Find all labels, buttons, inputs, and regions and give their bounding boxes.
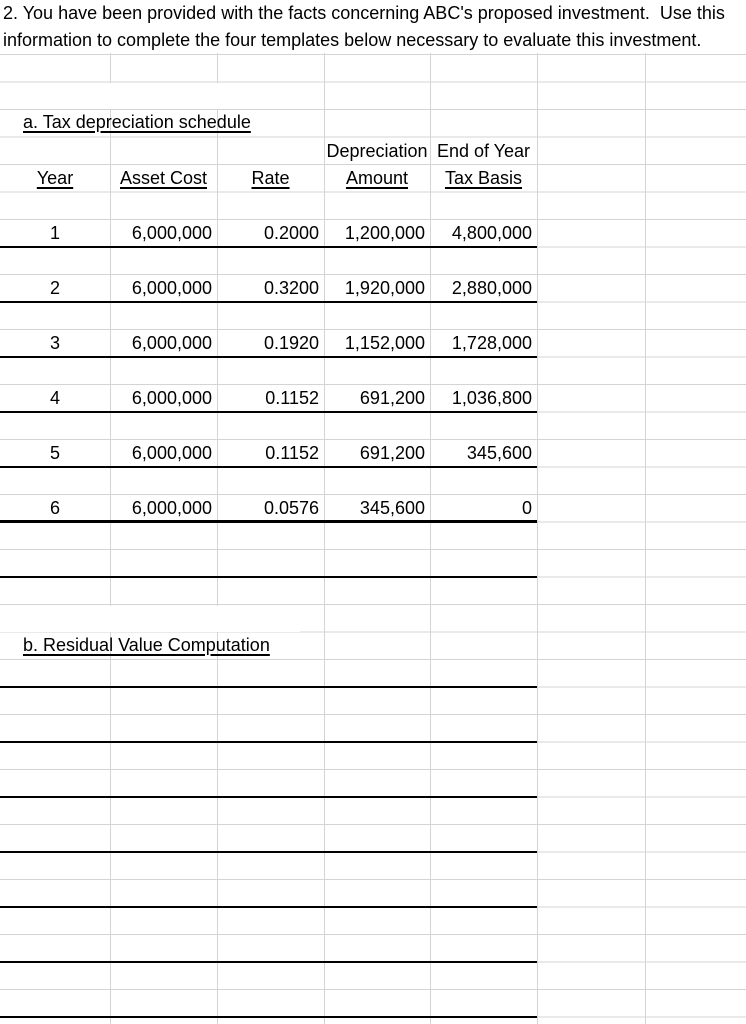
year-6-rate-cell[interactable]: 0.0576 [263,498,319,518]
table-row [0,275,537,303]
year-1-rate-cell[interactable]: 0.2000 [263,223,319,243]
header-amount: Amount [345,168,409,188]
year-5-tax-basis-cell[interactable]: 345,600 [466,443,532,463]
header-asset-cost: Asset Cost [119,168,208,188]
section-b-heading-text: b. Residual Value Computation [23,634,270,655]
year-6-cell[interactable]: 6 [49,498,60,518]
header-year: Year [36,168,74,188]
table-row [0,495,537,523]
year-3-amount-cell[interactable]: 1,152,000 [344,333,425,353]
year-5-asset-cost-cell[interactable]: 6,000,000 [131,443,212,463]
intro-line-1: 2. You have been provided with the facts concerning ABC's proposed investment. Use this [3,3,725,23]
year-1-tax-basis-cell[interactable]: 4,800,000 [451,223,532,243]
fill-in-line [0,1016,537,1018]
row-6-bottom-border [0,520,537,523]
year-6-asset-cost-cell[interactable]: 6,000,000 [131,498,212,518]
row-1-bottom-border [0,246,537,248]
year-3-rate-cell[interactable]: 0.1920 [263,333,319,353]
year-4-asset-cost-cell[interactable]: 6,000,000 [131,388,212,408]
header-end-of-year: End of Year [436,140,531,161]
header-tax-basis: Tax Basis [444,168,523,188]
header-depreciation: Depreciation [326,140,428,161]
year-1-asset-cost-cell[interactable]: 6,000,000 [131,223,212,243]
table-row [0,440,537,468]
year-2-tax-basis-cell[interactable]: 2,880,000 [451,278,532,298]
row-4-bottom-border [0,411,537,413]
year-2-amount-cell[interactable]: 1,920,000 [344,278,425,298]
year-6-amount-cell[interactable]: 345,600 [359,498,425,518]
intro-line-2: information to complete the four templates below necessary to evaluate this investment. [3,29,702,50]
year-6-tax-basis-cell[interactable]: 0 [521,498,532,518]
year-2-asset-cost-cell[interactable]: 6,000,000 [131,278,212,298]
section-a-heading-text: a. Tax depreciation schedule [23,112,251,132]
year-3-asset-cost-cell[interactable]: 6,000,000 [131,333,212,353]
year-4-rate-cell[interactable]: 0.1152 [265,388,319,408]
year-5-rate-cell[interactable]: 0.1152 [265,443,319,463]
fill-in-line [0,961,537,963]
row-2-bottom-border [0,301,537,303]
fill-in-line [0,796,537,798]
year-3-tax-basis-cell[interactable]: 1,728,000 [451,333,532,353]
fill-in-line [0,741,537,743]
year-2-rate-cell[interactable]: 0.3200 [263,278,319,298]
year-4-tax-basis-cell[interactable]: 1,036,800 [451,388,532,408]
year-5-amount-cell[interactable]: 691,200 [359,443,425,463]
intro-text [0,0,746,53]
year-5-cell[interactable]: 5 [49,443,60,463]
row-5-bottom-border [0,466,537,468]
year-4-amount-cell[interactable]: 691,200 [359,388,425,408]
fill-in-line [0,906,537,908]
section-divider-line [0,576,537,578]
table-row [0,385,537,413]
year-3-cell[interactable]: 3 [49,333,60,353]
section-a-heading [0,83,300,132]
fill-in-line [0,851,537,853]
fill-in-line [0,686,537,688]
year-4-cell[interactable]: 4 [49,388,60,408]
section-b-heading [0,606,300,655]
year-1-cell[interactable]: 1 [49,223,60,243]
table-row [0,220,537,248]
year-2-cell[interactable]: 2 [49,278,60,298]
row-3-bottom-border [0,356,537,358]
table-header-row [0,165,537,193]
table-row [0,330,537,358]
header-rate: Rate [251,168,290,188]
year-1-amount-cell[interactable]: 1,200,000 [344,223,425,243]
